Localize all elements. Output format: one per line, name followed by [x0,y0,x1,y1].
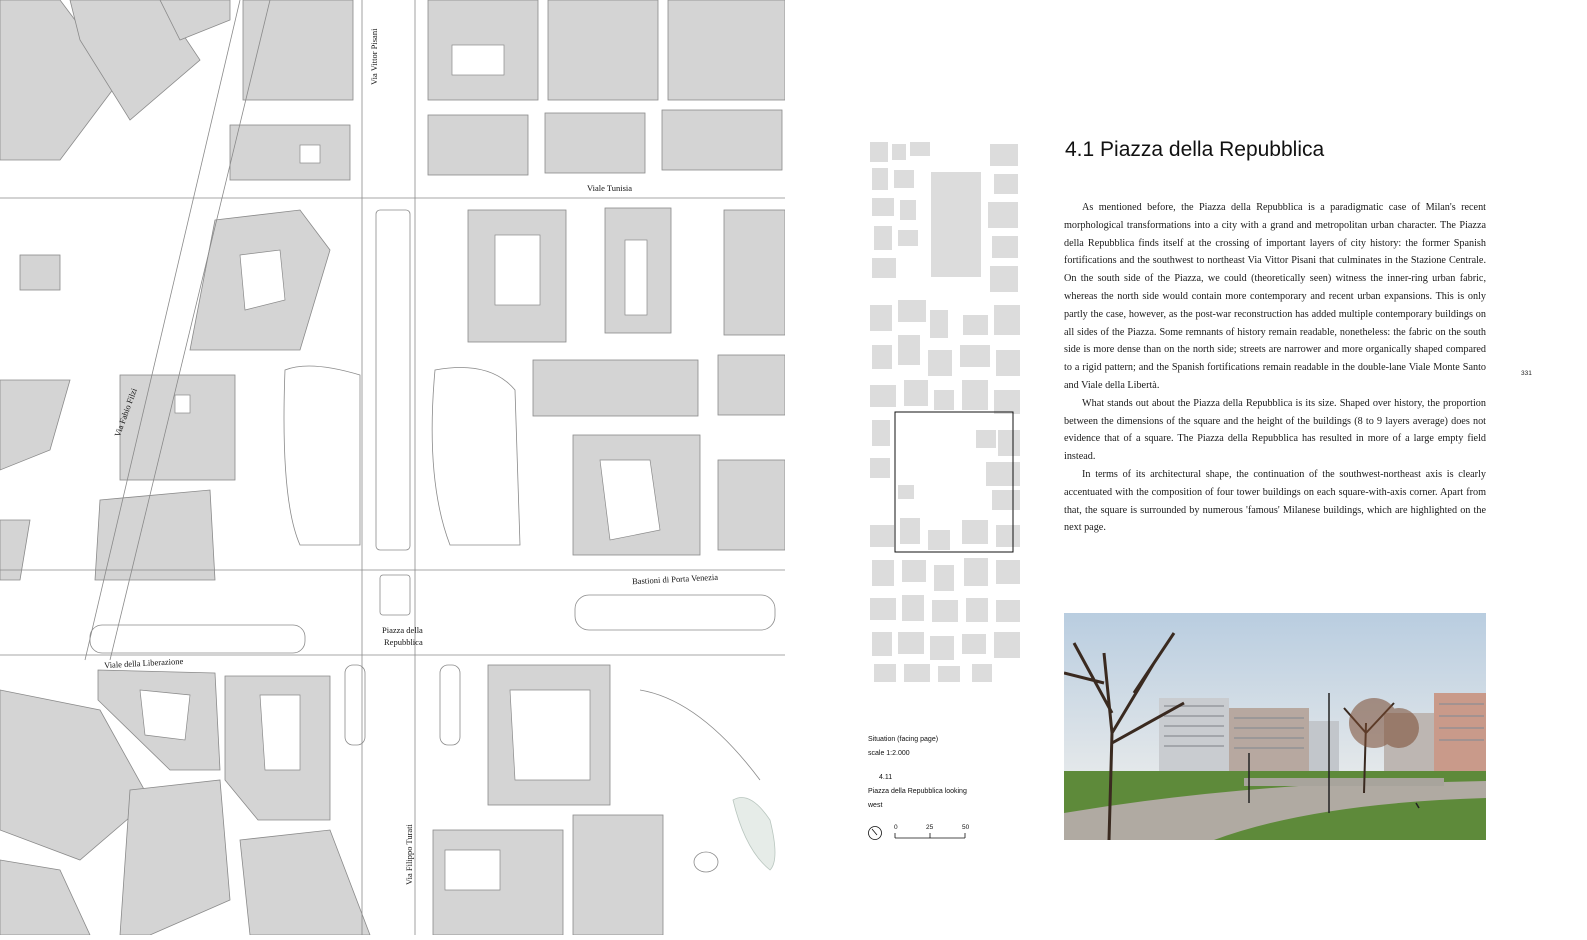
street-label-via-filippo-turati: Via Filippo Turati [404,824,414,885]
street-label-via-fabio-filzi: Via Fabio Filzi [112,386,139,439]
section-heading: 4.1 Piazza della Repubblica [1065,138,1325,161]
paragraph-2: What stands out about the Piazza della Repubblica is its size. Shaped over history, the proportion between the dimensions of the square and the height of the buildings (8 to 9 layers average) does not evidence that of a square. The Piazza della Repubblica has resulted in more of a large empty field instead. [1064,397,1486,463]
street-label-piazza-line2: Repubblica [384,637,423,647]
caption-scale: scale 1:2.000 [868,750,910,757]
locator-map-drawing [868,140,1023,685]
site-plan-map [0,0,785,935]
scale-label-25: 25 [926,824,934,831]
street-label-piazza-line1: Piazza della [382,625,423,635]
scale-bar [868,824,978,844]
site-plan-drawing [0,0,785,935]
locator-map [868,140,1023,685]
photo-piazza-looking-west [1064,613,1486,840]
caption-figure-number: 4.11 [879,774,893,781]
scale-label-50: 50 [962,824,970,831]
caption-figure-line1: Piazza della Repubblica looking [868,788,967,795]
caption-situation: Situation (facing page) [868,736,939,743]
scale-bar-line [895,833,965,838]
street-label-bastioni: Bastioni di Porta Venezia [631,571,719,587]
body-text [1064,199,1486,537]
scale-label-0: 0 [894,824,898,831]
figure-caption [868,733,998,813]
paragraph-3: In terms of its architectural shape, the continuation of the southwest-northeast axis is clearly accentuated with the composition of four tower buildings on each square-with-axis corner. Apart from that, the square is surrounded by numerous 'famous' Milanese buildings, which are highlighted on the next page. [1064,468,1486,534]
street-label-via-vittor-pisani: Via Vittor Pisani [369,28,379,85]
street-label-viale-liberazione: Viale della Liberazione [103,655,184,671]
street-label-viale-tunisia: Viale Tunisia [587,183,633,193]
north-arrow-icon [869,827,882,840]
page-number: 331 [1521,370,1532,377]
paragraph-1: As mentioned before, the Piazza della Repubblica is a paradigmatic case of Milan's recent morphological transformations into a city with a grand and metropolitan urban character. The Piazza della Repubblica finds itself at the crossing of important layers of city history: the former Spanish fortifications and the southwest to northeast Via Vittor Pisani that culminates in the Stazione Centrale. On the south side of the Piazza, we could (theoretically seen) witness the inner-ring urban fabric, whereas the north side would contain more contemporary and recent urban expansions. This is only partly the case, however, as the post-war reconstruction has added multiple contemporary buildings on all sides of the Piazza. Some remnants of history remain readable, nonetheless: the fabric on the south side is more dense than on the north side; streets are narrower and more organically shaped compared to a rigid pattern; and the Spanish fortifications remain readable in the double-lane Viale Monte Santo and Viale della Libertà. [1064,202,1486,391]
caption-figure-line2: west [868,802,883,809]
